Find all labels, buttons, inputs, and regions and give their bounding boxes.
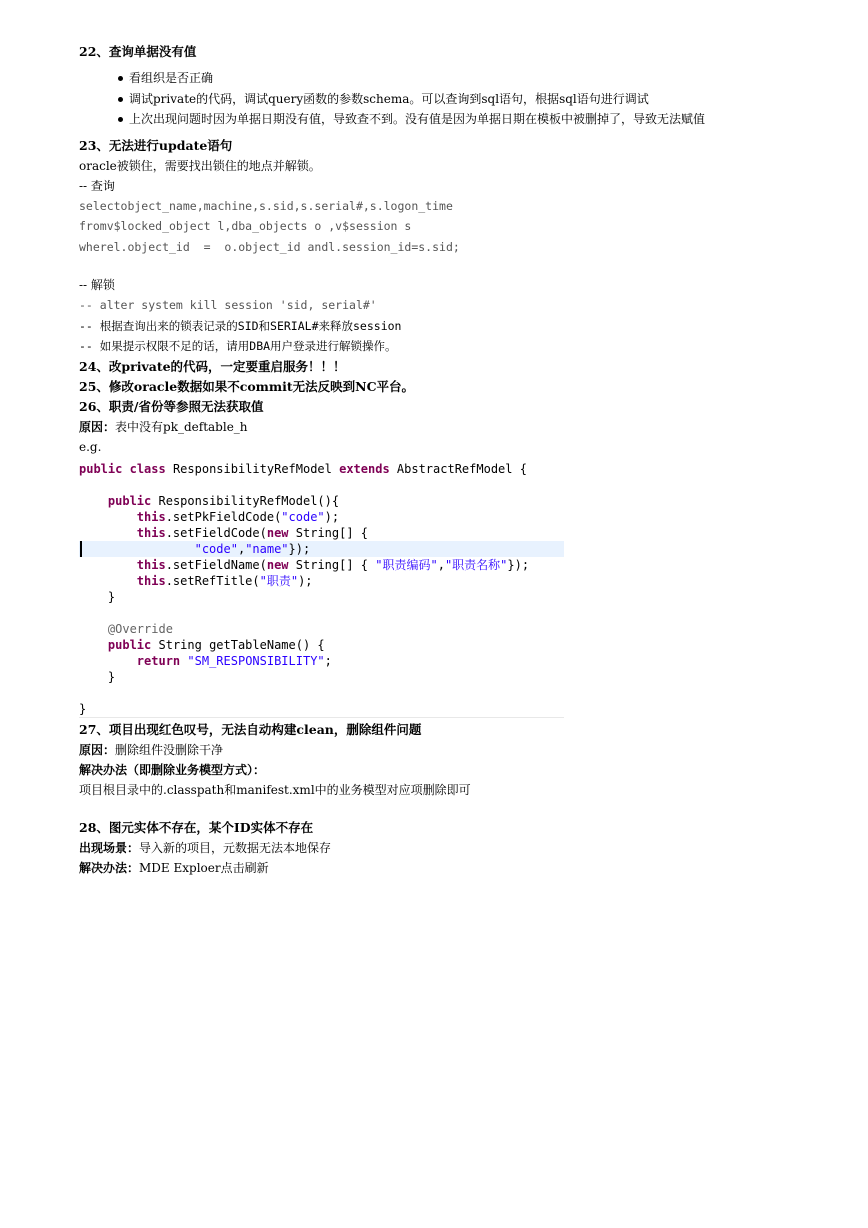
section-23-desc: oracle被锁住，需要找出锁住的地点并解锁。 [79,158,321,173]
code-string: "职责编码" [375,557,438,572]
code-line [79,477,564,493]
code-text: , [237,541,246,556]
sql-unlock-comment: -- 解锁 [79,278,115,292]
code-text: .setFieldCode( [165,525,267,540]
code-text: String[] { [288,557,376,572]
code-line [79,525,564,541]
code-text: ); [324,509,340,524]
code-line [79,573,564,589]
code-line: } [79,701,87,716]
code-keyword: this [136,573,166,588]
code-text: }); [288,541,311,556]
sql-line: -- alter system kill session 'sid, serial#' [79,298,377,312]
code-line: } [79,589,116,604]
code-line [79,605,564,621]
code-keyword: this [136,525,166,540]
code-block [79,461,564,718]
sql-comment-line: -- 如果提示权限不足的话，请用DBA用户登录进行解锁操作。 [79,339,397,353]
code-keyword: this [136,557,166,572]
code-text: AbstractRefModel { [389,461,527,476]
code-text: ResponsibilityRefModel(){ [151,493,340,508]
reason-label: 原因： [79,419,116,434]
reason-text: 表中没有pk_deftable_h [115,419,248,434]
code-line [79,637,564,653]
blank-line [79,257,799,275]
code-text: ); [298,573,313,588]
code-string: "职责" [259,573,299,588]
sql-comment-line: -- 根据查询出来的锁表记录的SID和SERIAL#来释放session [79,318,402,333]
code-string: "code" [281,509,325,524]
code-text: String getTableName() { [151,637,325,652]
reason-label: 原因： [79,742,116,757]
code-text: , [437,557,445,572]
code-text: .setFieldName( [165,557,267,572]
code-text: .setPkFieldCode( [165,509,282,524]
section-27-solution-label: 解决办法（即删除业务模型方式）： [79,762,266,777]
code-string: "职责名称" [444,557,508,572]
section-28-scene [79,838,799,858]
list-item: 上次出现问题时因为单据日期没有值，导致查不到。没有值是因为单据日期在模板中被删掉了，导致无法赋值 [129,109,799,130]
code-string: "SM_RESPONSIBILITY" [187,653,325,668]
section-28-heading: 28、图元实体不存在，某个ID实体不存在 [79,819,314,835]
code-keyword: class [129,461,166,476]
scene-label: 出现场景： [79,840,140,855]
solution-text: MDE Exploer点击刷新 [139,860,269,875]
code-text: ResponsibilityRefModel [165,461,340,476]
section-24-heading: 24、改private的代码，一定要重启服务！！！ [79,358,346,374]
code-string: "code" [194,541,238,556]
code-line [79,461,564,477]
reason-text: 删除组件没删除干净 [115,742,224,757]
code-keyword: public [107,637,152,652]
code-keyword: new [266,525,289,540]
sql-line: selectobject_name,machine,s.sid,s.serial#,s.logon_time [79,198,453,213]
code-keyword: new [266,557,289,572]
code-keyword: this [136,509,166,524]
section-23-heading: 23、无法进行update语句 [79,137,233,153]
eg-label: e.g. [79,439,102,454]
blank-line [79,800,799,818]
list-item: 调试private的代码，调试query函数的参数schema。可以查询到sql语句，根据sql语句进行调试 [129,89,799,110]
scene-text: 导入新的项目，元数据无法本地保存 [139,840,332,855]
code-line [79,557,564,573]
section-22-heading: 22、查询单据没有值 [79,44,197,59]
section-28-solution [79,858,799,878]
section-27-solution-text: 项目根目录中的.classpath和manifest.xml中的业务模型对应项删除即可 [79,782,471,797]
code-text: ; [324,653,332,668]
code-keyword: public [107,493,152,508]
section-27-reason [79,740,799,760]
code-text: .setRefTitle( [165,573,260,588]
code-string: "name" [245,541,289,556]
section-26-heading: 26、职责/省份等参照无法获取值 [79,398,264,414]
sql-line: wherel.object_id = o.object_id andl.session_id=s.sid; [79,239,460,254]
document-page [79,40,799,878]
code-keyword: return [136,653,181,668]
section-22-list [79,68,799,130]
code-line [79,509,564,525]
sql-query-comment: -- 查询 [79,178,115,193]
section-25-heading: 25、修改oracle数据如果不commit无法反映到NC平台。 [79,378,415,394]
code-line [79,493,564,509]
code-keyword: public [79,461,123,476]
code-text: String[] { [288,525,369,540]
code-line [79,621,564,637]
code-keyword: extends [339,461,390,476]
section-27-heading: 27、项目出现红色叹号，无法自动构建clean，删除组件问题 [79,721,422,737]
code-text: }); [507,557,530,572]
code-annotation: @Override [107,621,173,636]
code-line [79,653,564,669]
section-26-reason [79,417,799,437]
solution-label: 解决办法： [79,860,140,875]
code-line [79,685,564,701]
code-line: } [79,669,116,684]
list-item: 看组织是否正确 [129,68,799,89]
sql-line: fromv$locked_object l,dba_objects o ,v$session s [79,219,412,233]
code-line-highlighted [79,541,564,557]
